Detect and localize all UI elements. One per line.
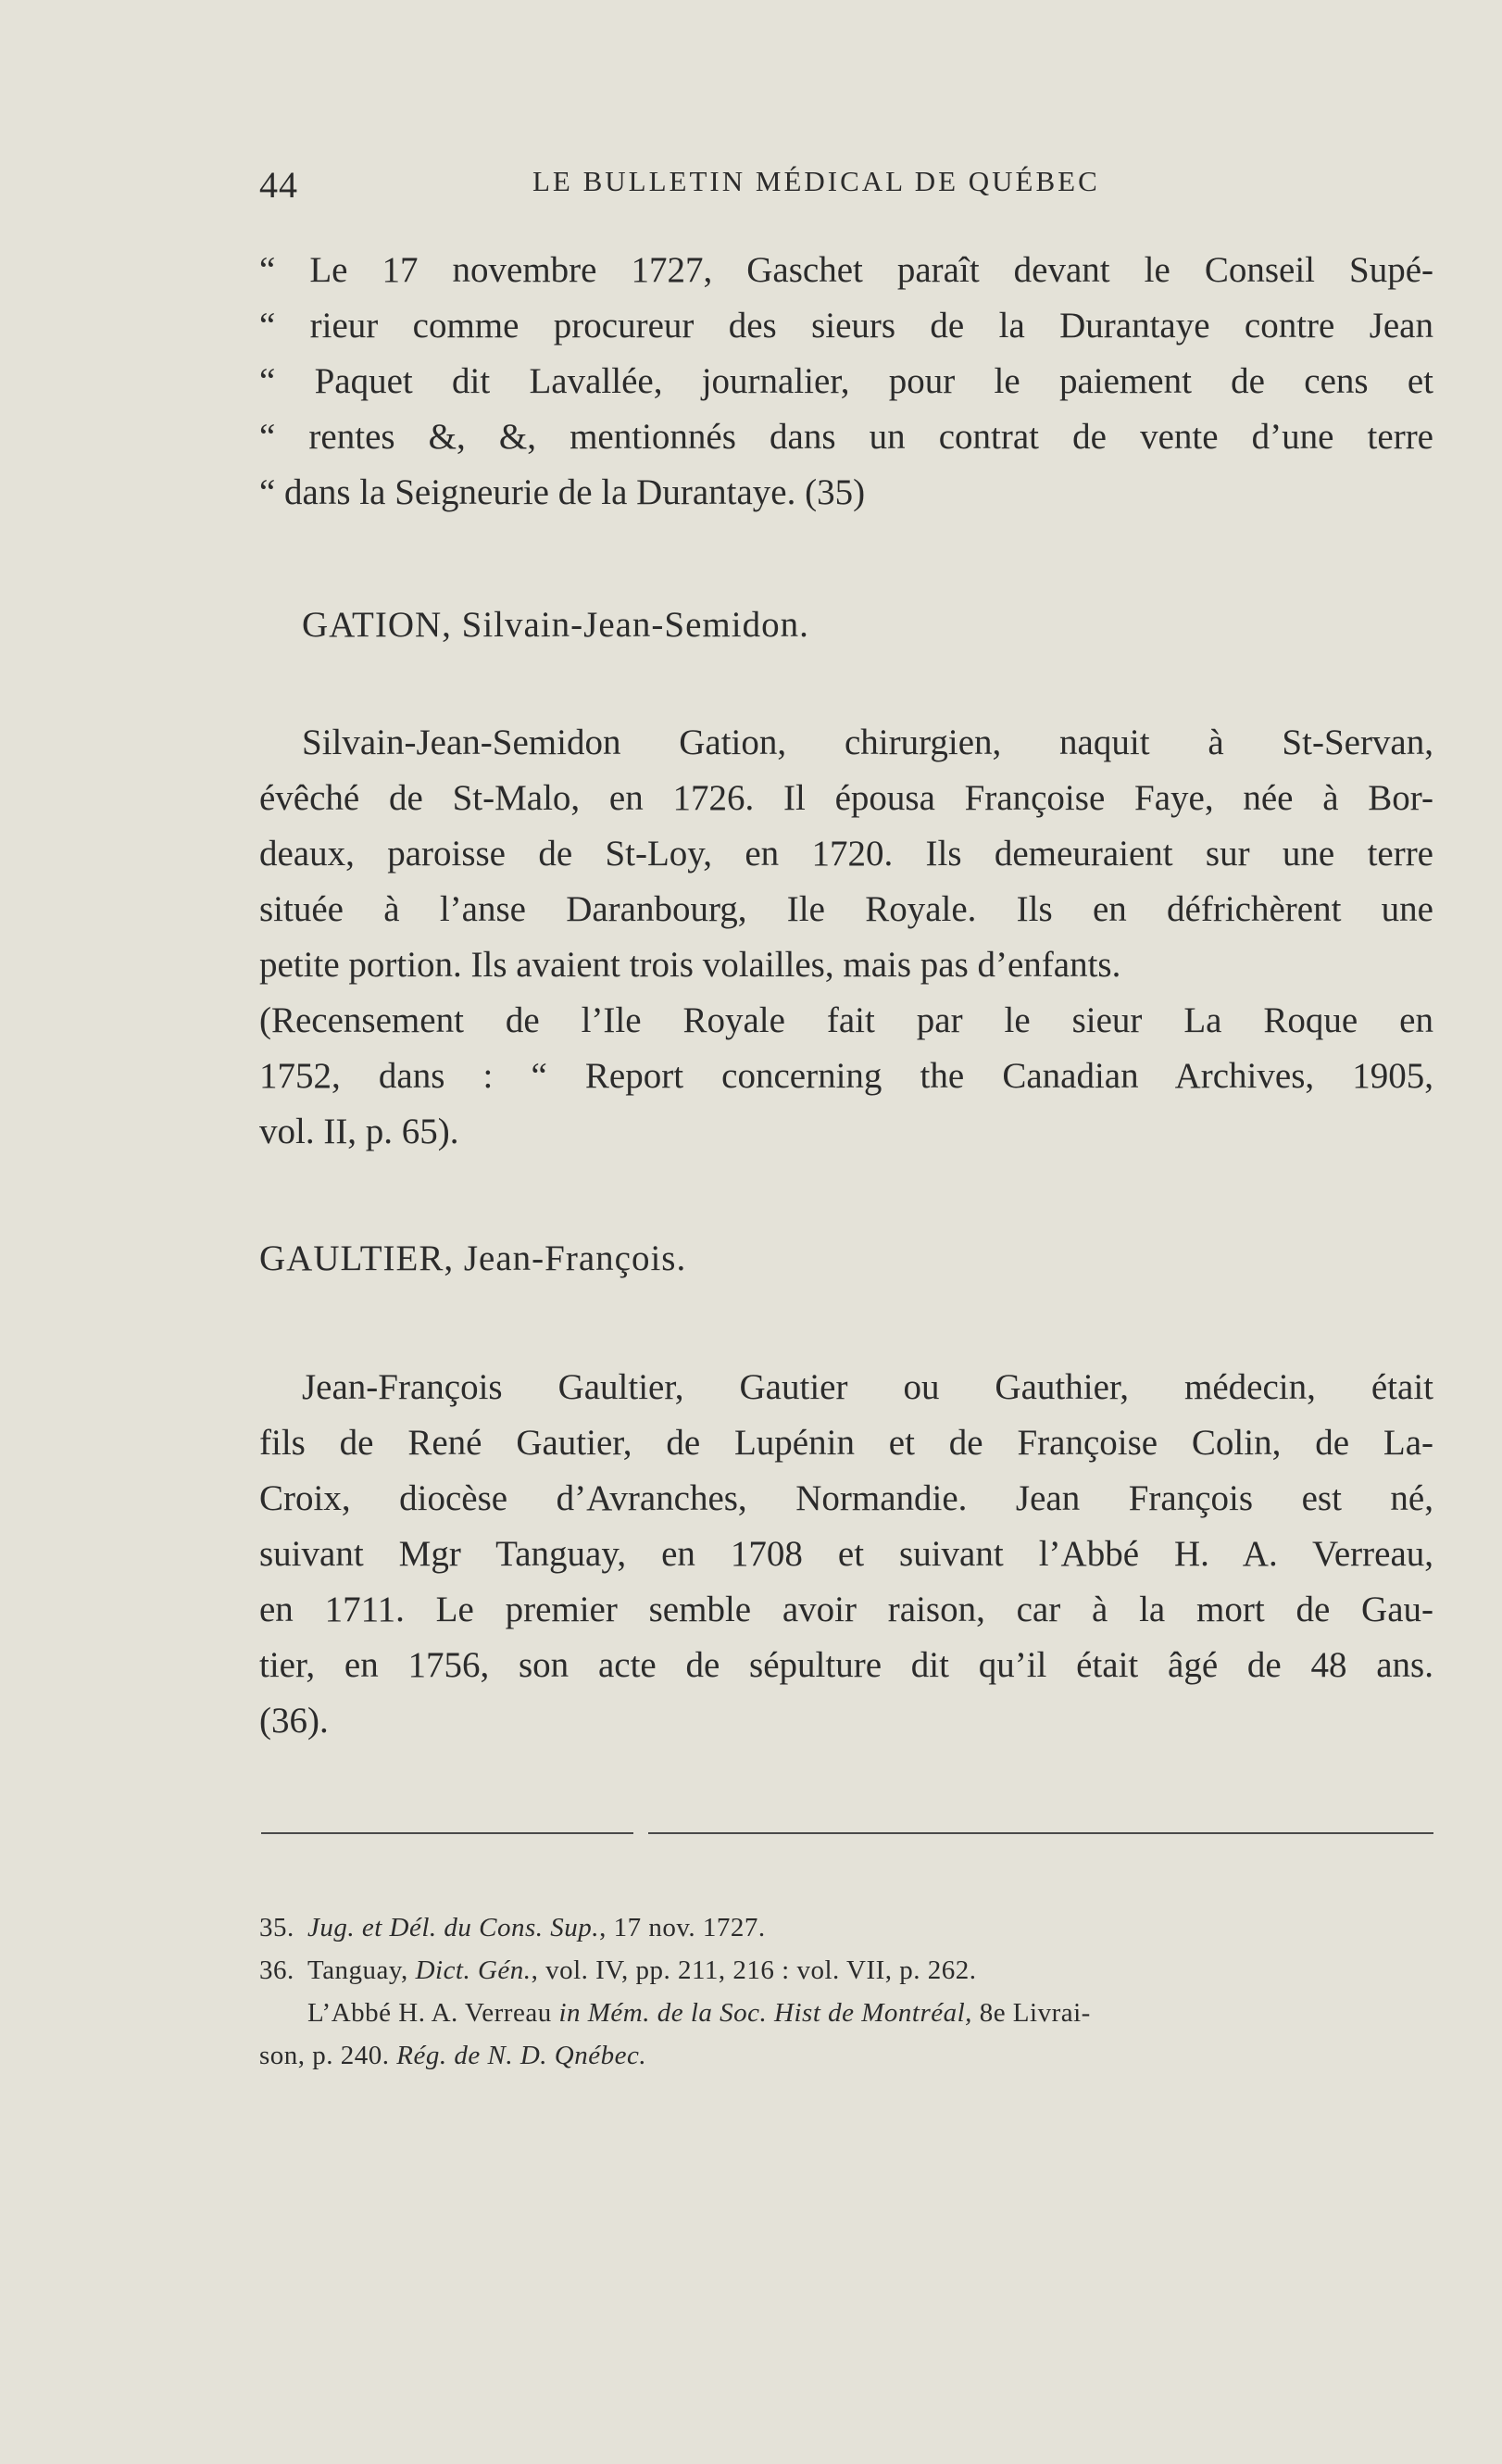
entry-body-gation [259, 715, 1433, 1160]
paragraph-line: Silvain-Jean-Semidon Gation, chirurgien, naquit à St-Servan, [302, 723, 1433, 762]
quote-line: “ dans la Seigneurie de la Durantaye. (35) [259, 472, 866, 512]
journal-title: LE BULLETIN MÉDICAL DE QUÉBEC [532, 165, 1100, 197]
footnote-35 [259, 1906, 1433, 1949]
footnote-36-continued [259, 1992, 1433, 2034]
quoted-record [259, 243, 1433, 521]
paragraph-line: (36). [259, 1701, 329, 1741]
quote-line: “ Le 17 novembre 1727, Gaschet paraît devant le Conseil Supé- [259, 250, 1433, 290]
footnote-36 [259, 1949, 1433, 1992]
footnote-text: L’Abbé H. A. Verreau [307, 1998, 559, 2028]
footnote-text: , vol. IV, pp. 211, 216 : vol. VII, p. 262. [531, 1955, 977, 1985]
running-head [259, 156, 1185, 211]
entry-heading-gation: GATION, Silvain-Jean-Semidon. [302, 605, 809, 645]
footnote-number: 36. [259, 1955, 294, 1985]
footnote-reference: Dict. Gén. [415, 1955, 532, 1985]
footnotes [259, 1906, 1433, 2077]
footnote-rule-left [261, 1832, 633, 1834]
quote-line: “ Paquet dit Lavallée, journalier, pour le paiement de cens et [259, 361, 1433, 401]
entry-body-gaultier [259, 1360, 1433, 1749]
footnote-text: 8e Livrai- [971, 1998, 1091, 2028]
quote-line: “ rieur comme procureur des sieurs de la Durantaye contre Jean [259, 306, 1433, 346]
paragraph-line: 1752, dans : “ Report concerning the Canadian Archives, 1905, [259, 1056, 1433, 1096]
paragraph-line: suivant Mgr Tanguay, en 1708 et suivant l’Abbé H. A. Verreau, [259, 1534, 1433, 1574]
footnote-36-continued [259, 2034, 1433, 2077]
paragraph-line: située à l’anse Daranbourg, Ile Royale. Ils en défrichèrent une [259, 889, 1433, 929]
quote-line: “ rentes &, &, mentionnés dans un contrat de vente d’une terre [259, 417, 1433, 457]
paragraph-line: Croix, diocèse d’Avranches, Normandie. Jean François est né, [259, 1478, 1433, 1518]
footnote-text: son, p. 240. [259, 2041, 397, 2070]
footnote-reference: Jug. et Dél. du Cons. Sup. [307, 1913, 600, 1942]
paragraph-line: évêché de St-Malo, en 1726. Il épousa Françoise Faye, née à Bor- [259, 778, 1433, 818]
page-number: 44 [259, 164, 298, 206]
footnote-reference: Rég. de N. D. Qnébec. [396, 2041, 647, 2070]
paragraph-line: fils de René Gautier, de Lupénin et de Françoise Colin, de La- [259, 1423, 1433, 1463]
paragraph-line: deaux, paroisse de St-Loy, en 1720. Ils demeuraient sur une terre [259, 834, 1433, 874]
paragraph-line: Jean-François Gaultier, Gautier ou Gauthier, médecin, était [302, 1367, 1433, 1407]
footnote-rule-right [648, 1832, 1433, 1834]
footnote-reference: in Mém. de la Soc. Hist de Montréal, [558, 1998, 972, 2028]
footnote-text: , 17 nov. 1727. [599, 1913, 766, 1942]
paragraph-line: petite portion. Ils avaient trois volailles, mais pas d’enfants. [259, 945, 1121, 985]
paragraph-line: vol. II, p. 65). [259, 1112, 459, 1151]
entry-heading-gaultier: GAULTIER, Jean-François. [259, 1238, 687, 1278]
footnote-number: 35. [259, 1913, 294, 1942]
paragraph-line: en 1711. Le premier semble avoir raison, car à la mort de Gau- [259, 1590, 1433, 1629]
paragraph-line: (Recensement de l’Ile Royale fait par le sieur La Roque en [259, 1000, 1433, 1040]
paragraph-line: tier, en 1756, son acte de sépulture dit qu’il était âgé de 48 ans. [259, 1645, 1433, 1685]
footnote-text: Tanguay, [307, 1955, 416, 1985]
